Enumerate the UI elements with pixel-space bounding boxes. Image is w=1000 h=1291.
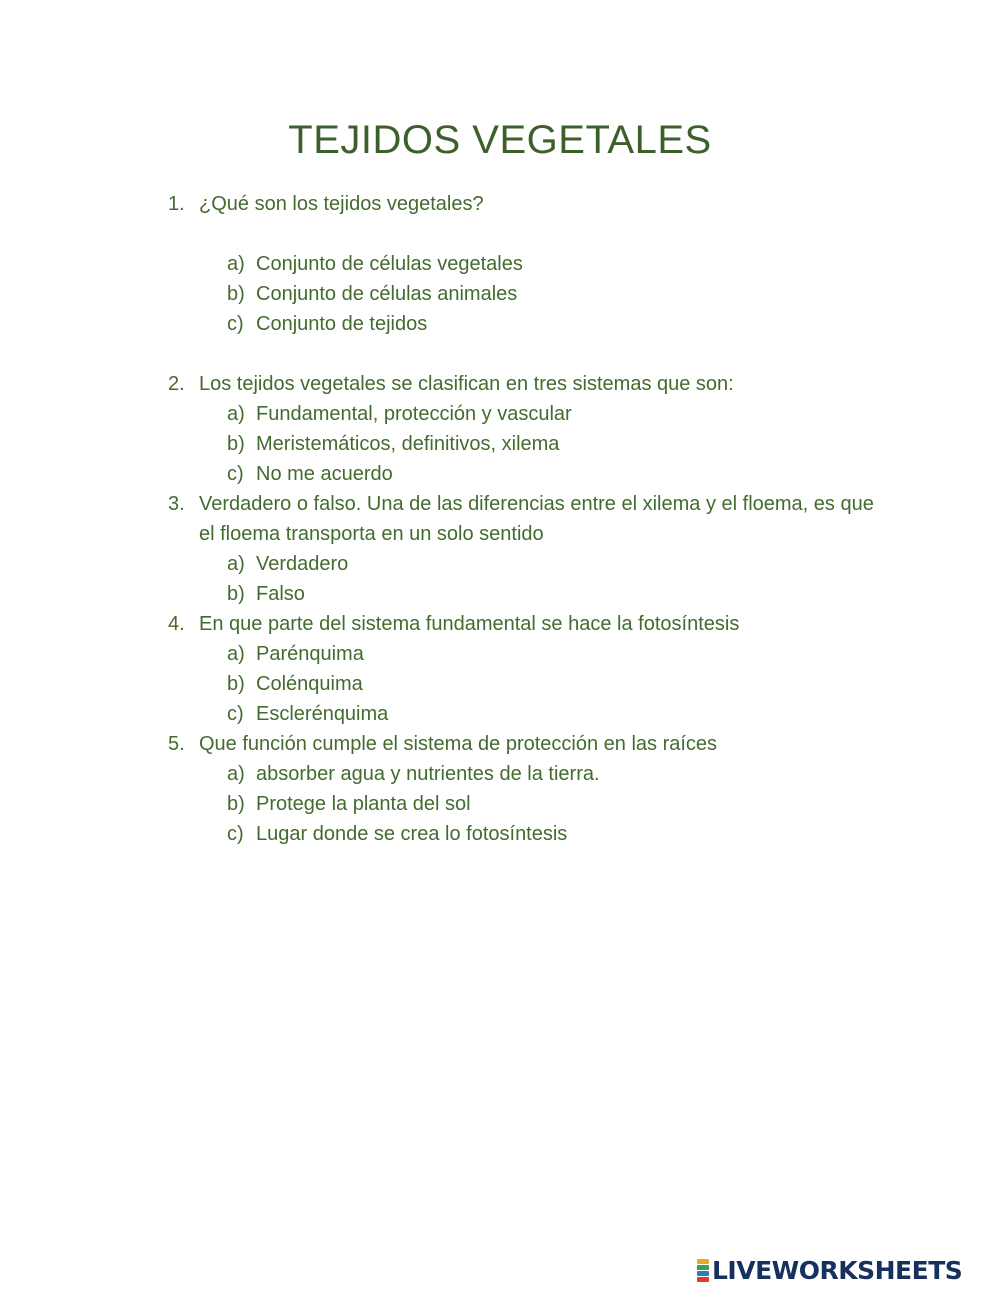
option-text: absorber agua y nutrientes de la tierra. (256, 763, 600, 785)
option-1c[interactable] (227, 309, 827, 339)
question-text: ¿Qué son los tejidos vegetales? (199, 193, 484, 215)
question-4 (168, 609, 888, 639)
logo-text: LIVEWORKSHEETS (712, 1255, 963, 1285)
option-letter: b) (227, 673, 245, 695)
option-letter: b) (227, 283, 245, 305)
question-number: 2. (168, 373, 185, 395)
option-text: Esclerénquima (256, 703, 389, 725)
logo-mark-icon (697, 1258, 709, 1282)
option-letter: c) (227, 703, 244, 725)
option-1a[interactable] (227, 249, 827, 279)
option-4b[interactable] (227, 669, 827, 699)
option-letter: b) (227, 433, 245, 455)
question-text: En que parte del sistema fundamental se hace la fotosíntesis (199, 613, 740, 635)
option-letter: a) (227, 553, 245, 575)
question-2 (168, 369, 888, 399)
option-text: Conjunto de células vegetales (256, 253, 523, 275)
option-letter: c) (227, 463, 244, 485)
option-3b[interactable] (227, 579, 827, 609)
option-text: Parénquima (256, 643, 364, 665)
option-4c[interactable] (227, 699, 827, 729)
logo-block-1 (697, 1259, 709, 1264)
option-text: Conjunto de células animales (256, 283, 518, 305)
option-letter: b) (227, 583, 245, 605)
question-number: 4. (168, 613, 185, 635)
option-5b[interactable] (227, 789, 827, 819)
logo-block-2 (697, 1265, 709, 1270)
question-text: Que función cumple el sistema de protección en las raíces (199, 733, 718, 755)
option-4a[interactable] (227, 639, 827, 669)
question-number: 5. (168, 733, 185, 755)
option-letter: a) (227, 253, 245, 275)
option-letter: a) (227, 403, 245, 425)
option-letter: c) (227, 823, 244, 845)
question-text: Los tejidos vegetales se clasifican en tres sistemas que son: (199, 373, 734, 395)
option-text: Colénquima (256, 673, 363, 695)
option-2c[interactable] (227, 459, 827, 489)
logo-block-4 (697, 1277, 709, 1282)
option-text: Fundamental, protección y vascular (256, 403, 572, 425)
option-letter: c) (227, 313, 244, 335)
liveworksheets-logo[interactable] (697, 1256, 962, 1284)
option-text: No me acuerdo (256, 463, 393, 485)
option-text: Falso (256, 583, 305, 605)
option-text: Verdadero (256, 553, 349, 575)
question-3 (168, 489, 888, 549)
option-letter: b) (227, 793, 245, 815)
option-text: Protege la planta del sol (256, 793, 471, 815)
question-number: 1. (168, 193, 185, 215)
option-5a[interactable] (227, 759, 827, 789)
option-text: Meristemáticos, definitivos, xilema (256, 433, 560, 455)
option-3a[interactable] (227, 549, 827, 579)
option-2a[interactable] (227, 399, 827, 429)
option-letter: a) (227, 763, 245, 785)
question-1 (168, 189, 888, 219)
logo-block-3 (697, 1271, 709, 1276)
option-letter: a) (227, 643, 245, 665)
question-text: Verdadero o falso. Una de las diferencias entre el xilema y el floema, es que el floema transporta en un solo sentido (199, 493, 874, 545)
page-title: TEJIDOS VEGETALES (288, 118, 712, 162)
option-5c[interactable] (227, 819, 827, 849)
question-5 (168, 729, 888, 759)
option-2b[interactable] (227, 429, 827, 459)
option-1b[interactable] (227, 279, 827, 309)
option-text: Lugar donde se crea lo fotosíntesis (256, 823, 568, 845)
question-number: 3. (168, 493, 185, 515)
option-text: Conjunto de tejidos (256, 313, 428, 335)
